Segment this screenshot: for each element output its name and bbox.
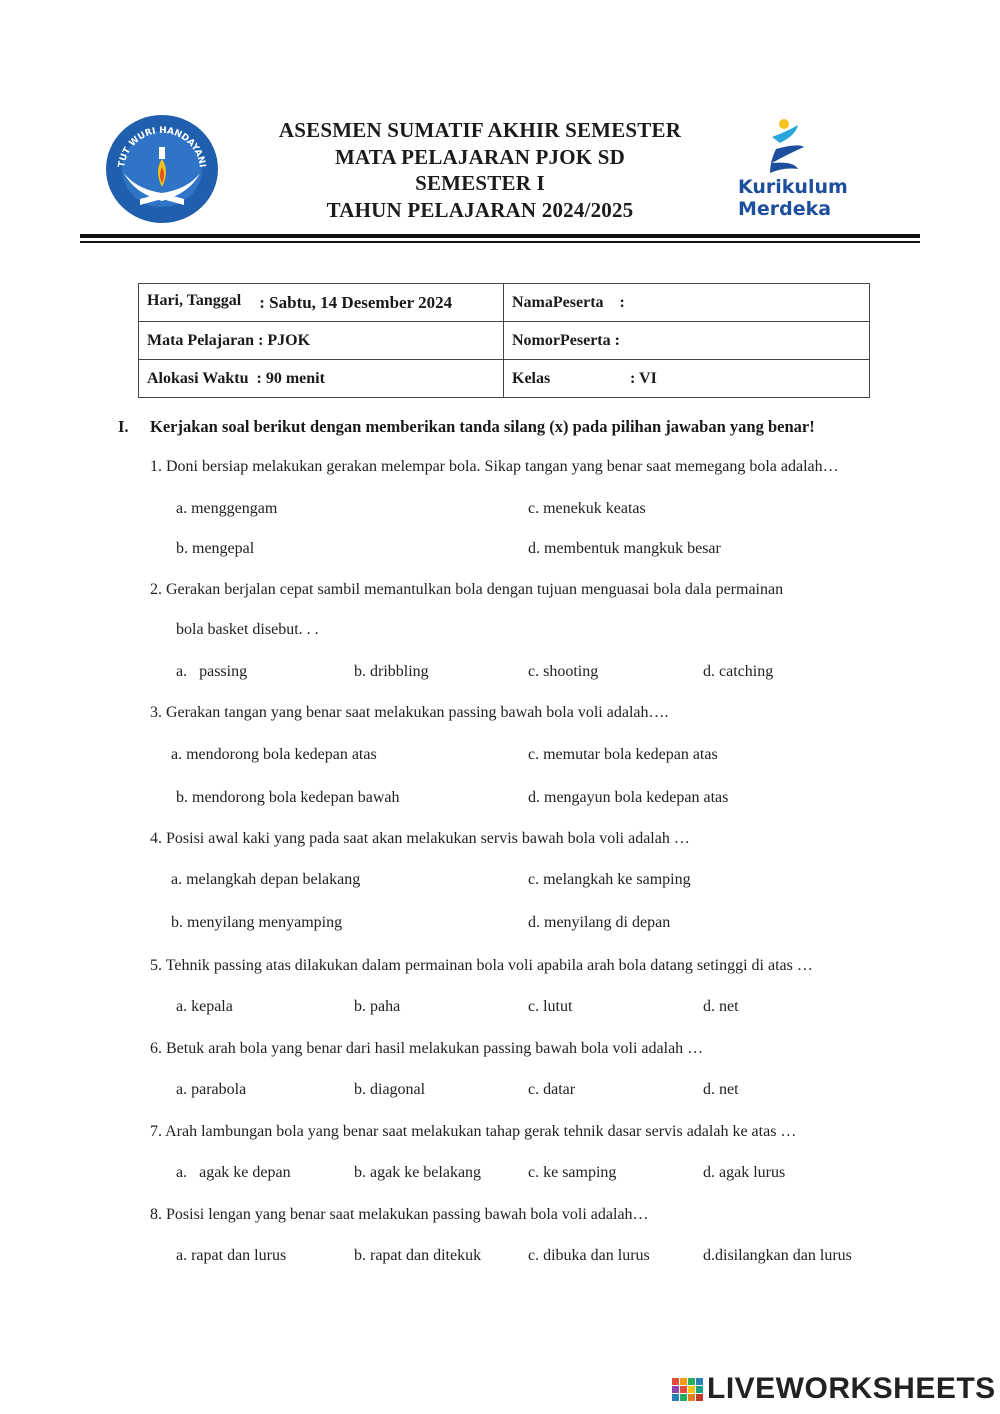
liveworksheets-watermark[interactable] <box>672 1374 996 1404</box>
q3-option-b[interactable]: b. mendorong bola kedepan bawah <box>176 789 400 806</box>
q1-option-a[interactable]: a. menggengam <box>176 500 278 517</box>
title-line-2: MATA PELAJARAN PJOK SD <box>334 144 626 169</box>
name-label: NamaPeserta <box>512 293 604 311</box>
q2-option-a[interactable]: a. passing <box>176 663 248 680</box>
q6-option-b[interactable]: b. diagonal <box>354 1081 426 1098</box>
question-3: 3. Gerakan tangan yang benar saat melakukan passing bawah bola voli adalah…. <box>150 704 669 721</box>
q4-option-d[interactable]: d. menyilang di depan <box>528 914 671 931</box>
q4-option-b[interactable]: b. menyilang menyamping <box>171 914 343 931</box>
q8-option-d[interactable]: d.disilangkan dan lurus <box>703 1247 852 1264</box>
logo-merdeka-text: Merdeka <box>738 198 832 220</box>
q6-option-a[interactable]: a. parabola <box>176 1081 247 1098</box>
q8-option-b[interactable]: b. rapat dan ditekuk <box>354 1247 482 1264</box>
q2-option-d[interactable]: d. catching <box>703 663 774 680</box>
header-divider-thick <box>80 234 920 238</box>
section-number: I. <box>118 417 129 436</box>
name-cell <box>504 284 870 322</box>
q7-option-d[interactable]: d. agak lurus <box>703 1164 786 1181</box>
q5-option-c[interactable]: c. lutut <box>528 998 573 1015</box>
logo-kurikulum-text: Kurikulum <box>738 176 848 198</box>
section-instruction <box>118 417 815 437</box>
question-2: 2. Gerakan berjalan cepat sambil memantulkan bola dengan tujuan menguasai bola dala permainan <box>150 581 784 598</box>
watermark-text: LIVEWORKSHEETS <box>707 1372 996 1405</box>
info-row <box>139 322 870 360</box>
date-value: : Sabtu, 14 Desember 2024 <box>259 292 453 312</box>
question-5: 5. Tehnik passing atas dilakukan dalam permainan bola voli apabila arah bola datang setinggi di atas … <box>150 957 813 974</box>
q7-option-b[interactable]: b. agak ke belakang <box>354 1164 482 1181</box>
number-cell <box>504 322 870 360</box>
class-cell <box>504 360 870 398</box>
number-label[interactable]: NomorPeserta : <box>512 331 620 349</box>
q1-option-d[interactable]: d. membentuk mangkuk besar <box>528 540 721 557</box>
document-title <box>220 117 740 223</box>
q3-option-a[interactable]: a. mendorong bola kedepan atas <box>171 746 377 763</box>
time-cell <box>139 360 504 398</box>
tut-wuri-handayani-logo <box>104 113 220 225</box>
title-line-3: SEMESTER I <box>415 171 545 195</box>
title-line-1: ASESMEN SUMATIF AKHIR SEMESTER <box>278 118 682 142</box>
logo-arc-text: TUT WURI HANDAYANI <box>117 125 207 169</box>
q5-option-a[interactable]: a. kepala <box>176 998 233 1015</box>
question-1: 1. Doni bersiap melakukan gerakan melempar bola. Sikap tangan yang benar saat memegang bola adalah… <box>150 458 839 475</box>
name-value[interactable]: : <box>619 293 625 311</box>
class-label: Kelas <box>512 369 551 387</box>
question-6: 6. Betuk arah bola yang benar dari hasil melakukan passing bawah bola voli adalah … <box>150 1040 704 1057</box>
q1-option-c[interactable]: c. menekuk keatas <box>528 500 646 517</box>
q2-option-c[interactable]: c. shooting <box>528 663 599 680</box>
header-divider-thin <box>80 241 920 243</box>
q6-option-c[interactable]: c. datar <box>528 1081 576 1098</box>
q1-option-b[interactable]: b. mengepal <box>176 540 255 557</box>
title-line-4: TAHUN PELAJARAN 2024/2025 <box>326 197 634 222</box>
q3-option-c[interactable]: c. memutar bola kedepan atas <box>528 746 718 763</box>
q6-option-d[interactable]: d. net <box>703 1081 739 1098</box>
subject-label: Mata Pelajaran : PJOK <box>147 331 311 349</box>
question-2-continued: bola basket disebut. . . <box>176 621 319 638</box>
q2-option-b[interactable]: b. dribbling <box>354 663 429 680</box>
q3-option-d[interactable]: d. mengayun bola kedepan atas <box>528 789 729 806</box>
date-cell <box>139 284 504 322</box>
q4-option-c[interactable]: c. melangkah ke samping <box>528 871 691 888</box>
q5-option-d[interactable]: d. net <box>703 998 739 1015</box>
subject-cell <box>139 322 504 360</box>
info-row <box>139 284 870 322</box>
class-value: : VI <box>630 369 657 387</box>
watermark-logo-icon <box>672 1378 703 1401</box>
info-row <box>139 360 870 398</box>
question-8: 8. Posisi lengan yang benar saat melakukan passing bawah bola voli adalah… <box>150 1206 649 1223</box>
student-info-table <box>138 283 870 398</box>
kurikulum-merdeka-logo <box>736 117 861 227</box>
q4-option-a[interactable]: a. melangkah depan belakang <box>171 871 361 888</box>
question-4: 4. Posisi awal kaki yang pada saat akan melakukan servis bawah bola voli adalah … <box>150 830 690 847</box>
q8-option-a[interactable]: a. rapat dan lurus <box>176 1247 287 1264</box>
time-label: Alokasi Waktu : 90 menit <box>147 369 325 387</box>
q7-option-a[interactable]: a. agak ke depan <box>176 1164 291 1181</box>
question-7: 7. Arah lambungan bola yang benar saat melakukan tahap gerak tehnik dasar servis adalah ke atas … <box>150 1123 797 1140</box>
q7-option-c[interactable]: c. ke samping <box>528 1164 617 1181</box>
q5-option-b[interactable]: b. paha <box>354 998 401 1015</box>
date-label: Hari, Tanggal <box>147 291 242 309</box>
instruction-text: Kerjakan soal berikut dengan memberikan tanda silang (x) pada pilihan jawaban yang benar! <box>150 417 815 436</box>
q8-option-c[interactable]: c. dibuka dan lurus <box>528 1247 650 1264</box>
